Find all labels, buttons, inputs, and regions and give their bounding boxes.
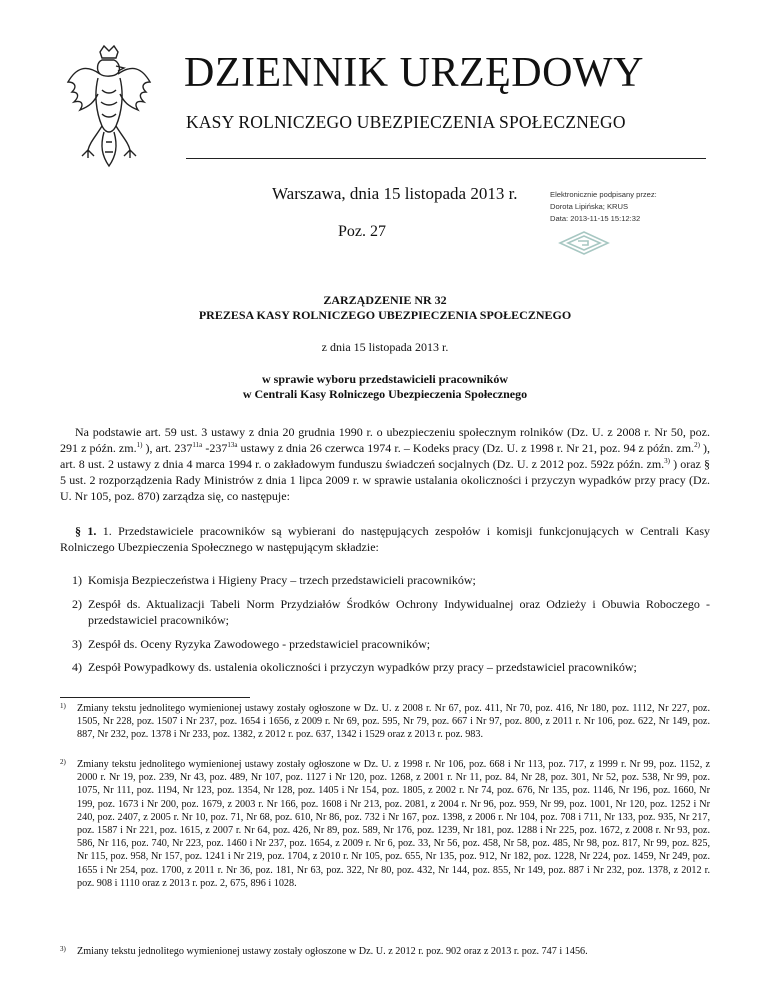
list-item: 4) Zespół Powypadkowy ds. ustalenia okoliczności i przyczyn wypadków przy pracy – przedstawiciel pracowników; [72, 660, 637, 674]
footnote-2: 2) Zmiany tekstu jednolitego wymienionej ustawy zostały ogłoszone w Dz. U. z 1998 r. Nr 106, poz. 668 i Nr 113, poz. 717, z 1999 r. Nr 99, poz. 1152, z 2000 r. Nr 19, poz. 239, Nr 43, poz. 489, Nr 107, poz. 1127 i Nr 120, poz. 1268, z 2001 r. Nr 11, poz. 84, Nr 28, poz. 301, Nr 52, poz. 538, Nr 99, poz. 1075, Nr 111, poz. 1194, Nr 123, poz. 1354, Nr 128, poz. 1405 i Nr 154, poz. 1805, z 2002 r. Nr 74, poz. 676, Nr 135, poz. 1146, Nr 196, poz. 1660, Nr 199, poz. 1673 i Nr 200, poz. 1679, z 2003 r. Nr 166, poz. 1608 i Nr 213, poz. 2081, z 2004 r. Nr 96, poz. 959, Nr 99, poz. 1001, Nr 120, poz. 1252 i Nr 240, poz. 2407, z 2005 r. Nr 10, poz. 71, Nr 68, poz. 610, Nr 86, poz. 732 i Nr 167, poz. 1398, z 2006 r. Nr 104, poz. 708 i 711, Nr 133, poz. 935, Nr 217, poz. 1587 i Nr 221, poz. 1615, z 2007 r. Nr 64, poz. 426, Nr 89, poz. 589, Nr 176, poz. 1239, Nr 181, poz. 1288 i Nr 225, poz. 1672, z 2008 r. Nr 93, poz. 586, Nr 116, poz. 740, Nr 223, poz. 1460 i Nr 237, poz. 1654, z 2009 r. Nr 6, poz. 33, Nr 56, poz. 458, Nr 58, poz. 485, Nr 98, poz. 817, Nr 99, poz. 825, Nr 115, poz. 958, Nr 157, poz. 1241 i Nr 219, poz. 1704, z 2010 r. Nr 105, poz. 655, Nr 135, poz. 912, Nr 182, poz. 1228, Nr 224, poz. 1459, Nr 249, poz. 1655 i Nr 254, poz. 1700, z 2011 r. Nr 36, poz. 181, Nr 63, poz. 322, Nr 80, poz. 432, Nr 144, poz. 855, Nr 149, poz. 887 i Nr 232, poz. 1378, z 2012 r. poz. 908 i 1110 oraz z 2013 r. poz. 2, 675, 896 i 1028. [60, 758, 710, 889]
act-subject-line1: w sprawie wyboru przedstawicieli pracowników [262, 372, 508, 386]
footnote-ref-1[interactable]: 1) [136, 441, 143, 449]
journal-subtitle: KASY ROLNICZEGO UBEZPIECZENIA SPOŁECZNEGO [186, 112, 626, 132]
act-date: z dnia 15 listopada 2013 r. [321, 340, 449, 354]
signature-signer: Dorota Lipińska; KRUS [550, 202, 629, 211]
white-eagle-emblem-icon [64, 42, 154, 172]
issue-position: Poz. 27 [338, 223, 386, 240]
footnote-ref-2[interactable]: 2) [694, 441, 700, 449]
list-item: 2) Zespół ds. Aktualizacji Tabeli Norm Przydziałów Środków Ochrony Indywidualnej oraz Odzieży i Obuwia Roboczego - przedstawiciel pracowników; [72, 597, 710, 627]
signature-date: Data: 2013-11-15 15:12:32 [550, 214, 641, 223]
list-item: 1) Komisja Bezpieczeństwa i Higieny Pracy – trzech przedstawicieli pracowników; [72, 573, 476, 587]
footnote-1: 1) Zmiany tekstu jednolitego wymienionej ustawy zostały ogłoszone w Dz. U. z 2008 r. Nr 67, poz. 411, Nr 70, poz. 416, Nr 180, poz. 1112, Nr 227, poz. 1505, Nr 228, poz. 1507 i Nr 237, poz. 1654 i 1656, z 2009 r. Nr 69, poz. 595, Nr 79, poz. 667 i Nr 97, poz. 800, z 2011 r. Nr 106, poz. 622, Nr 149, poz. 887, Nr 232, poz. 1378 i Nr 233, poz. 1382, z 2012 r. poz. 637, 1342 i 1529 oraz z 2013 r. poz. 983. [60, 702, 710, 741]
section-mark: § 1. [75, 524, 97, 538]
signature-seal-icon [558, 230, 610, 256]
act-subject-line2: w Centrali Kasy Rolniczego Ubezpieczenia Społecznego [242, 387, 528, 401]
masthead-divider [186, 158, 706, 159]
act-title: ZARZĄDZENIE NR 32 [323, 293, 447, 307]
footnote-ref-3[interactable]: 3) [664, 457, 670, 465]
act-issuer: PREZESA KASY ROLNICZEGO UBEZPIECZENIA SPOŁECZNEGO [198, 308, 572, 322]
footnote-divider [60, 697, 250, 698]
journal-title: DZIENNIK URZĘDOWY [184, 50, 644, 96]
preamble-paragraph: Na podstawie art. 59 ust. 3 ustawy z dnia 20 grudnia 1990 r. o ubezpieczeniu społecznym rolników (Dz. U. z 2008 r. Nr 50, poz. 291 z późn. zm.$^{1)}$ ), art. $237^{11a}$ $-237^{13a}$ ustawy z dnia 26 czerwca 1974 r. – Kodeks pracy (Dz. U. z 1998 r. Nr 21, poz. 94 z późn. zm.$^{2)}$ ), art. 8 ust. 2 ustawy z dnia 4 marca 1994 r. o zakładowym funduszu świadczeń socjalnych (Dz. U. z 2012 poz. 592z późn. zm.$^{3)}$ ) oraz § 5 ust. 2 rozporządzenia Rady Ministrów z dnia 1 lipca 2009 r. w sprawie ustalania okoliczności i przyczyn wypadków przy pracy (Dz. U. Nr 105, poz. 870) zarządza się, co następuje: [60, 425, 710, 503]
section-1-paragraph: § 1. 1. Przedstawiciele pracowników są wybierani do następujących zespołów i komisji funkcjonujących w Centrali Kasy Rolniczego Ubezpieczenia Społecznego w następującym składzie: [60, 524, 710, 554]
electronic-signature-box[interactable] [550, 189, 657, 225]
issue-date: Warszawa, dnia 15 listopada 2013 r. [272, 184, 518, 203]
footnote-3: 3) Zmiany tekstu jednolitego wymienionej ustawy zostały ogłoszone w Dz. U. z 2012 r. poz. 902 oraz z 2013 r. poz. 747 i 1456. [60, 945, 588, 957]
list-item: 3) Zespół ds. Oceny Ryzyka Zawodowego - przedstawiciel pracowników; [72, 637, 431, 651]
signature-label: Elektronicznie podpisany przez: [550, 190, 657, 199]
